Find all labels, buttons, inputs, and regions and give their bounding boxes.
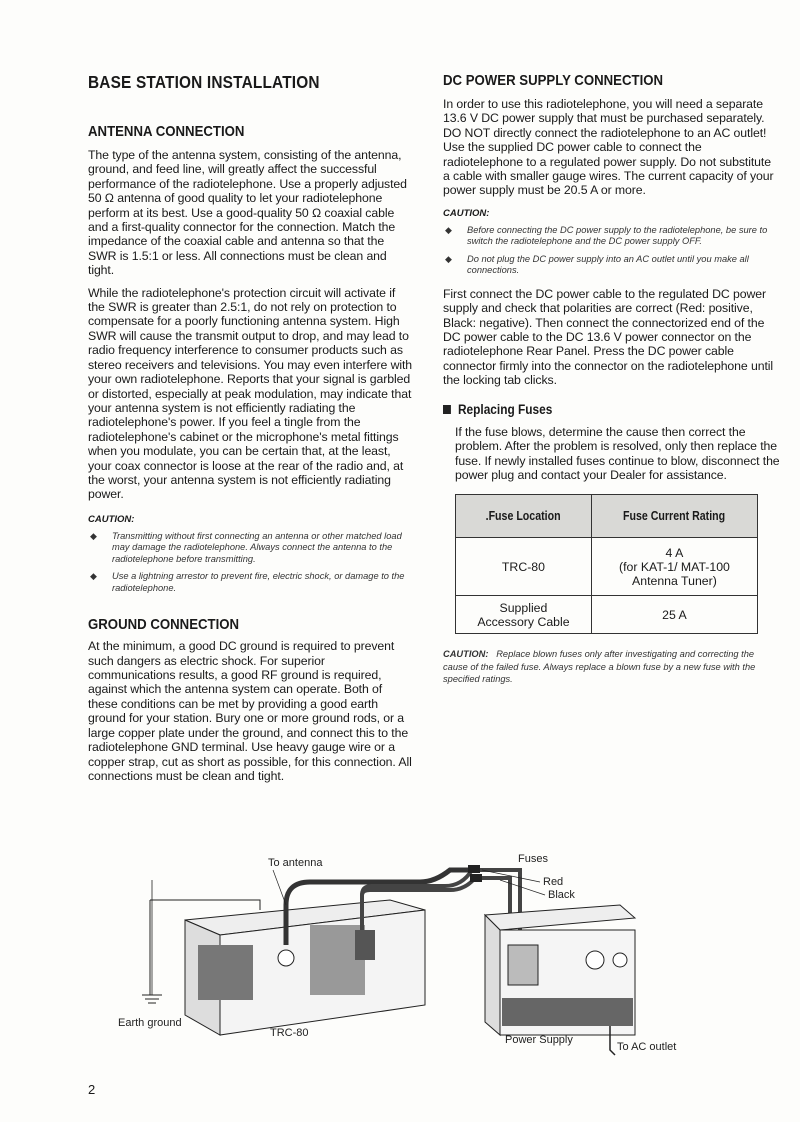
antenna-para-2: While the radiotelephone's protection circuit will activate if the SWR is greater than 2.5:1, do not rely on protection to compensate for a poorly functioning antenna system. High SWR will cause the transmit output to drop, and may lead to radio frequency interference to consumer products such as stereo receivers and televisions. You may even interfere with your own radiotelephone. Reports that your signal is garbled or distorted, especially at peak modulation, may indicate that your antenna system is not efficiently radiating the radiotelephone's power. If you feel a tingle from the radiotelephone's cabinet or the microphone's metal fittings when you modulate, you can be certain that, at the least, your coax connector is loose at the rear of the radio and, at the worst, your antenna system is not efficiently radiating power. — [88, 285, 413, 502]
caution-text: Do not plug the DC power supply into an AC outlet until you make all connections. — [467, 253, 749, 276]
table-row — [456, 538, 758, 596]
caution-item: ◆ Do not plug the DC power supply into an AC outlet until you make all connections. — [445, 253, 749, 276]
antenna-para-1: The type of the antenna system, consisting of the antenna, ground, and feed line, will greatly affect the successful performance of the radiotelephone. Use a properly adjusted 50 Ω antenna of good quality to let your radiotelephone perform at its best. Use a good-quality 50 Ω coaxial cable and a first-quality connector for the connection. Match the impedance of the coaxial cable and antenna so that the SWR is 1.5:1 or less. All connections must be clean and tight. — [88, 148, 407, 278]
table-row — [456, 596, 758, 634]
dc-caution-list — [443, 225, 780, 277]
table-cell: TRC-80 — [456, 538, 592, 596]
fuses-heading — [443, 402, 740, 417]
radio-unit-illustration — [185, 900, 425, 1035]
rating-line: (for KAT-1/ MAT-100 — [618, 559, 730, 574]
caution-text: Transmitting without first connecting an antenna or other matched load may damage the radiotelephone. Always connect the antenna to the radiotelephone before transmitting. — [112, 530, 402, 564]
antenna-caution-label: CAUTION: — [88, 513, 135, 525]
fuse-caution — [443, 648, 780, 686]
antenna-heading: ANTENNA CONNECTION — [88, 123, 245, 140]
location-line: Supplied — [499, 600, 548, 615]
dc-para-2: First connect the DC power cable to the regulated DC power supply and check that polarities are correct (Red: positive, Black: negative). Then connect the connectorized end of the DC power cable to the DC 13.6 V power connector on the radiotelephone Rear Panel. Press the DC power cable connector firmly into the connector on the radiotelephone until the locking tab clicks. — [443, 286, 774, 388]
table-header-row — [456, 495, 758, 538]
page-title: BASE STATION INSTALLATION — [88, 72, 320, 92]
label-fuses: Fuses — [518, 853, 548, 865]
fuses-heading-text: Replacing Fuses — [457, 401, 553, 417]
bullet-square-icon — [443, 405, 451, 414]
caution-item: ◆ Before connecting the DC power supply to the radiotelephone, be sure to switch the radiotelephone and the DC power supply OFF. — [445, 224, 768, 247]
location-line: Accessory Cable — [477, 614, 570, 629]
ground-wire — [150, 900, 260, 910]
fuse-icon — [468, 865, 480, 873]
fuse-caution-text: Replace blown fuses only after investigating and correcting the cause of the failed fuse. Always replace a blown fuse by a new fuse with the specified ratings. — [443, 649, 756, 685]
fuse-caution-label: CAUTION: — [443, 649, 489, 660]
caution-item: ◆ Use a lightning arrestor to prevent fire, electric shock, or damage to the radiotelephone. — [90, 571, 405, 593]
fuse-icon — [470, 874, 482, 882]
label-black: Black — [548, 889, 575, 901]
label-to-antenna: To antenna — [268, 857, 323, 869]
table-cell — [456, 596, 592, 634]
page-number: 2 — [88, 1082, 96, 1097]
label-red: Red — [543, 876, 564, 888]
caution-item: ◆ Transmitting without first connecting an antenna or other matched load may damage the radiotelephone. Always connect the antenna to the radiotelephone before transmitting. — [90, 530, 402, 564]
ground-para: At the minimum, a good DC ground is required to prevent such dangers as electric shock. For superior communications results, a good RF ground is required, against which the antenna system can operate. Both of these conditions can be met by providing a good earth ground for your station. Bury one or more ground rods, or a large copper plate under the ground, and connect this to the radiotelephone GND terminal. Use heavy gauge wire or a copper strap, cut as short as possible, for this connection. All connections must be clean and tight. — [88, 639, 412, 783]
caution-text: Before connecting the DC power supply to the radiotelephone, be sure to switch the radiotelephone and the DC power supply OFF. — [467, 224, 768, 247]
dc-caution-label: CAUTION: — [443, 207, 490, 219]
left-column — [88, 72, 413, 783]
table-header: Fuse Current Rating — [591, 495, 757, 538]
power-supply-illustration — [485, 905, 635, 1035]
table-header: .Fuse Location — [456, 495, 592, 538]
rating-line: 4 A — [665, 545, 684, 560]
caution-text: Use a lightning arrestor to prevent fire, electric shock, or damage to the radiotelephone. — [112, 571, 405, 593]
fuses-para: If the fuse blows, determine the cause then correct the problem. After the problem is resolved, only then replace the fuse. If newly installed fuses continue to blow, disconnect the power plug and contact your Dealer for assistance. — [455, 424, 780, 482]
antenna-caution-list — [88, 531, 413, 595]
table-cell: 25 A — [591, 596, 757, 634]
label-radio: TRC-80 — [270, 1027, 309, 1039]
rating-line: Antenna Tuner) — [632, 573, 717, 588]
dc-para-1: In order to use this radiotelephone, you will need a separate 13.6 V DC power supply that must be purchased separately. DO NOT directly connect the radiotelephone to an AC outlet! Use the supplied DC power cable to connect the radiotelephone to a regulated power supply. Do not substitute a cable with smaller gauge wires. The current capacity of your power supply must be 20.5 A or more. — [443, 97, 774, 198]
dc-heading: DC POWER SUPPLY CONNECTION — [443, 72, 664, 89]
label-power-supply: Power Supply — [505, 1034, 573, 1046]
label-earth-ground: Earth ground — [118, 1017, 182, 1029]
installation-diagram — [90, 850, 740, 1065]
fuse-table — [455, 494, 758, 634]
right-column — [443, 72, 780, 686]
earth-ground-icon — [142, 995, 162, 1003]
ground-heading: GROUND CONNECTION — [88, 616, 240, 634]
table-cell — [591, 538, 757, 596]
label-to-ac-outlet: To AC outlet — [617, 1041, 677, 1053]
